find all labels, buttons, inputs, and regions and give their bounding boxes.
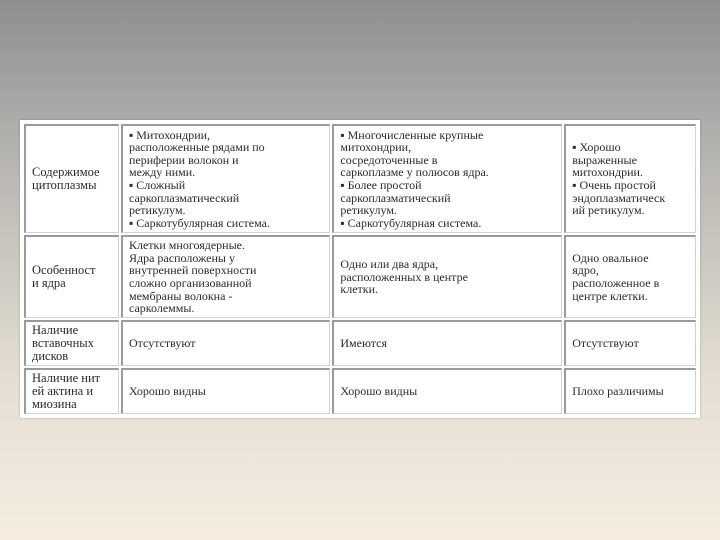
cell-text-line: периферии волокон и xyxy=(128,152,239,167)
cell-text-line: и ядра xyxy=(32,276,66,291)
cell-text-line: ретикулум. xyxy=(128,203,186,218)
cell-text-line: миозина xyxy=(32,396,77,411)
cell-text-line: Особенност xyxy=(32,263,96,278)
cell-text-line: сложно организованной xyxy=(128,276,252,291)
cell-text-line: сосредоточенные в xyxy=(340,152,438,167)
cell-text-line: цитоплазмы xyxy=(32,177,97,192)
cell-text-line: Наличие xyxy=(32,323,79,338)
cell-text-line: вставочных xyxy=(32,336,94,351)
cell-text-line: Хорошо видны xyxy=(340,383,418,398)
table-row xyxy=(24,320,696,365)
table-cell xyxy=(121,320,330,365)
table-cell xyxy=(121,368,330,415)
cell-text-line: расположенных в центре xyxy=(340,269,468,284)
comparison-table xyxy=(22,122,698,416)
table-cell xyxy=(121,235,330,318)
cell-text-line: ▪ Митохондрии, xyxy=(128,127,211,142)
cell-text-line: ▪ Многочисленные крупные xyxy=(340,127,484,142)
table-cell xyxy=(564,320,696,365)
cell-text-line: дисков xyxy=(32,348,69,363)
table-cell xyxy=(332,368,562,415)
cell-text-line: центре клетки. xyxy=(572,288,648,303)
cell-text-line: между ними. xyxy=(128,165,196,180)
table-cell xyxy=(332,235,562,318)
table-cell xyxy=(332,320,562,365)
cell-text-line: выраженные xyxy=(572,152,637,167)
cell-text-line: ▪ Более простой xyxy=(340,177,422,192)
cell-text-line: клетки. xyxy=(340,282,379,297)
table-cell xyxy=(564,368,696,415)
cell-text-line: ▪ Очень простой xyxy=(572,177,656,192)
cell-text-line: Плохо различимы xyxy=(572,383,664,398)
table-cell xyxy=(332,124,562,233)
cell-text-line: расположенные рядами по xyxy=(128,140,265,155)
cell-text-line: сарколеммы. xyxy=(128,301,195,316)
cell-text-line: Отсутствуют xyxy=(128,336,196,351)
cell-text-line: Ядра расположены у xyxy=(128,250,235,265)
row-header-cell xyxy=(24,320,119,365)
cell-text-line: Отсутствуют xyxy=(572,336,639,351)
table-row xyxy=(24,235,696,318)
cell-text-line: митохондрии. xyxy=(572,165,643,180)
cell-text-line: мембраны волокна - xyxy=(128,288,233,303)
table-cell xyxy=(564,124,696,233)
row-header-cell xyxy=(24,368,119,415)
cell-text-line: ей актина и xyxy=(32,383,94,398)
cell-text-line: Клетки многоядерные. xyxy=(128,238,245,253)
cell-text-line: ▪ Хорошо xyxy=(572,140,621,155)
cell-text-line: Одно овальное xyxy=(572,250,649,265)
table-row xyxy=(24,368,696,415)
table-cell xyxy=(564,235,696,318)
cell-text-line: Содержимое xyxy=(32,165,100,180)
cell-text-line: ▪ Саркотубулярная система. xyxy=(340,215,482,230)
cell-text-line: ретикулум. xyxy=(340,203,397,218)
cell-text-line: Имеются xyxy=(340,336,388,351)
cell-text-line: эндоплазматическ xyxy=(572,190,666,205)
cell-text-line: ▪ Сложный xyxy=(128,177,186,192)
cell-text-line: расположенное в xyxy=(572,276,660,291)
cell-text-line: внутренней поверхности xyxy=(128,263,257,278)
comparison-table-card xyxy=(20,120,700,418)
cell-text-line: саркоплазматический xyxy=(340,190,451,205)
cell-text-line: Наличие нит xyxy=(32,371,101,386)
table-row xyxy=(24,124,696,233)
table-cell xyxy=(121,124,330,233)
cell-text-line: ядро, xyxy=(572,263,599,278)
row-header-cell xyxy=(24,235,119,318)
cell-text-line: ий ретикулум. xyxy=(572,203,645,218)
cell-text-line: ▪ Саркотубулярная система. xyxy=(128,215,270,230)
cell-text-line: Хорошо видны xyxy=(128,383,206,398)
row-header-cell xyxy=(24,124,119,233)
cell-text-line: митохондрии, xyxy=(340,140,412,155)
cell-text-line: саркоплазме у полюсов ядра. xyxy=(340,165,489,180)
cell-text-line: Одно или два ядра, xyxy=(340,257,439,272)
cell-text-line: саркоплазматический xyxy=(128,190,240,205)
